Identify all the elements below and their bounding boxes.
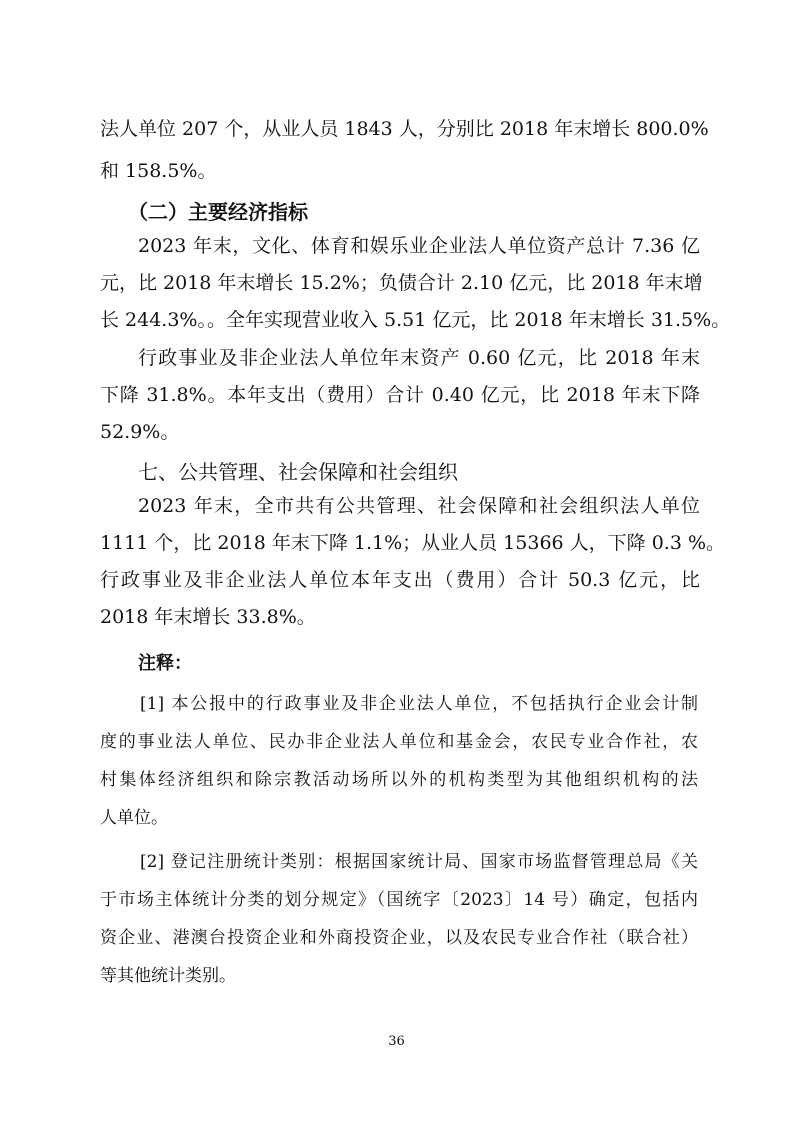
section-heading-economic-indicators: （二）主要经济指标 — [128, 200, 308, 224]
footnote-line: 度的事业法人单位、民办非企业法人单位和基金会，农民专业合作社，农 — [100, 732, 698, 752]
paragraph-line: 法人单位 207 个，从业人员 1843 人，分别比 2018 年末增长 800.0% — [100, 118, 709, 140]
paragraph-line: 1111 个，比 2018 年末下降 1.1%；从业人员 15366 人，下降 0.3 %。 — [100, 532, 726, 554]
paragraph-line: 2023 年末，全市共有公共管理、社会保障和社会组织法人单位 — [138, 495, 700, 517]
notes-label: 注释： — [138, 653, 192, 674]
footnote-line: 等其他统计类别。 — [100, 966, 236, 986]
paragraph-line: 元，比 2018 年末增长 15.2%；负债合计 2.10 亿元，比 2018 年末增 — [100, 272, 703, 294]
paragraph-line: 52.9%。 — [100, 421, 180, 443]
paragraph-line: 2023 年末，文化、体育和娱乐业企业法人单位资产总计 7.36 亿 — [138, 235, 700, 257]
paragraph-line: 长 244.3%。。全年实现营业收入 5.51 亿元，比 2018 年末增长 31.5%。 — [100, 309, 731, 331]
paragraph-line: 下降 31.8%。本年支出（费用）合计 0.40 亿元，比 2018 年末下降 — [100, 384, 700, 406]
footnote-line: 资企业、港澳台投资企业和外商投资企业，以及农民专业合作社（联合社） — [100, 928, 698, 948]
page-number: 36 — [388, 1034, 405, 1049]
paragraph-line: 行政事业及非企业法人单位本年支出（费用）合计 50.3 亿元，比 — [100, 569, 700, 591]
footnote-line: 人单位。 — [100, 808, 168, 828]
paragraph-line: 和 158.5%。 — [100, 160, 217, 182]
section-heading-public-management: 七、公共管理、社会保障和社会组织 — [138, 460, 458, 484]
footnote-line: [1] 本公报中的行政事业及非企业法人单位，不包括执行企业会计制 — [140, 694, 698, 714]
footnote-line: 于市场主体统计分类的划分规定》（国统字〔2023〕14 号）确定，包括内 — [100, 890, 698, 910]
footnote-line: [2] 登记注册统计类别：根据国家统计局、国家市场监督管理总局《关 — [140, 852, 698, 872]
paragraph-line: 行政事业及非企业法人单位年末资产 0.60 亿元，比 2018 年末 — [138, 347, 700, 369]
footnote-line: 村集体经济组织和除宗教活动场所以外的机构类型为其他组织机构的法 — [100, 770, 698, 790]
paragraph-line: 2018 年末增长 33.8%。 — [100, 606, 316, 628]
